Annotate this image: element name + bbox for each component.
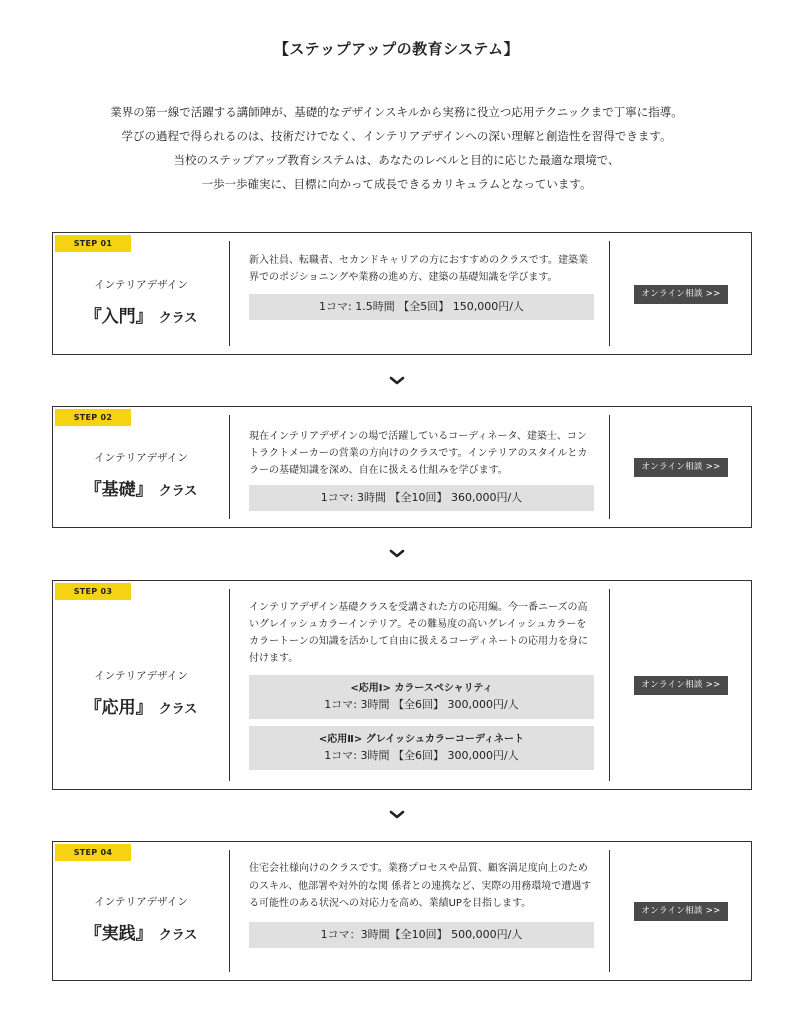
class-subtitle: インテリアデザイン [94,896,188,908]
class-name: 『入門』 クラス [84,306,198,327]
step-badge: STEP 03 [55,583,131,600]
divider [229,241,230,346]
step-card-01 [52,232,752,355]
class-name: 『実践』 クラス [84,924,198,944]
page-title: 【ステップアップの教育システム】 [273,40,520,58]
divider [609,850,610,972]
class-subtitle: インテリアデザイン [94,452,188,464]
class-price: 1コマ: 1.5時間 【全5回】 150,000円/人 [249,294,594,320]
step-badge: STEP 04 [55,844,131,861]
divider [229,589,230,781]
class-description: 住宅会社様向けのクラスです。業務プロセスや品質、顧客満足度向上のためのスキル、他部署や対外的な関 係者との連携など、実際の用務環境で遭遇する可能性のある状況への対応力を高め、業績UPを目指します。 [249,863,592,909]
intro-line: 学びの過程で得られるのは、技術だけでなく、インテリアデザインへの深い理解と創造性を習得できます。 [121,129,672,143]
option-price: 1コマ: 3時間 【全6回】 300,000円/人 [324,698,519,711]
class-heading [53,407,229,527]
class-name: 『応用』 クラス [84,698,198,718]
intro-line: 一歩一歩確実に、目標に向かって成長できるカリキュラムとなっています。 [201,177,592,191]
class-heading [53,233,229,354]
class-details [249,428,594,511]
step-badge: STEP 01 [55,235,131,252]
divider [229,415,230,519]
divider [609,415,610,519]
class-description: 現在インテリアデザインの場で活躍しているコーディネータ、建築士、コントラクトメーカーの営業の方向けのクラスです。インテリアのスタイルとカラーの基礎知識を深め、自在に扱える仕組みを学びます。 [249,431,588,476]
intro-text [0,100,793,196]
divider [229,850,230,972]
online-consult-button[interactable]: オンライン相談 >> [634,902,728,921]
online-consult-button[interactable]: オンライン相談 >> [634,285,728,304]
divider [609,589,610,781]
step-card-03 [52,580,752,790]
chevron-down-icon [389,376,405,386]
class-option [249,726,594,770]
class-price: 1コマ: 3時間 【全10回】 360,000円/人 [249,485,594,511]
step-badge: STEP 02 [55,409,131,426]
class-option [249,675,594,719]
step-card-04 [52,841,752,981]
class-heading [53,581,229,789]
online-consult-button[interactable]: オンライン相談 >> [634,458,728,477]
online-consult-button[interactable]: オンライン相談 >> [634,676,728,695]
class-details [249,252,594,320]
class-subtitle: インテリアデザイン [94,670,188,682]
option-price: 1コマ: 3時間 【全6回】 300,000円/人 [324,749,519,762]
chevron-down-icon [389,810,405,820]
chevron-down-icon [389,549,405,559]
class-details [249,599,594,770]
class-description: インテリアデザイン基礎クラスを受講された方の応用編。今一番ニーズの高いグレイッシュカラーインテリア。その難易度の高いグレイッシュカラーをカラートーンの知識を活かして自由に扱えるコーディネートの応用力を身に付けます。 [249,602,588,664]
step-card-02 [52,406,752,528]
intro-line: 業界の第一線で活躍する講師陣が、基礎的なデザインスキルから実務に役立つ応用テクニックまで丁寧に指導。 [110,105,683,119]
option-title: <応用Ⅱ> グレイッシュカラーコーディネート [318,734,525,745]
class-description: 新入社員、転職者、セカンドキャリアの方におすすめのクラスです。建築業界でのポジショニングや業務の進め方、建築の基礎知識を学びます。 [249,255,588,283]
class-details [249,860,594,948]
class-price: 1コマ：3時間【全10回】 500,000円/人 [249,922,594,948]
class-name: 『基礎』 クラス [84,480,198,500]
intro-line: 当校のステップアップ教育システムは、あなたのレベルと目的に応じた最適な環境で、 [173,153,620,167]
class-subtitle: インテリアデザイン [94,278,188,291]
class-heading [53,842,229,980]
option-title: <応用Ⅰ> カラースペシャリティ [350,683,493,694]
divider [609,241,610,346]
